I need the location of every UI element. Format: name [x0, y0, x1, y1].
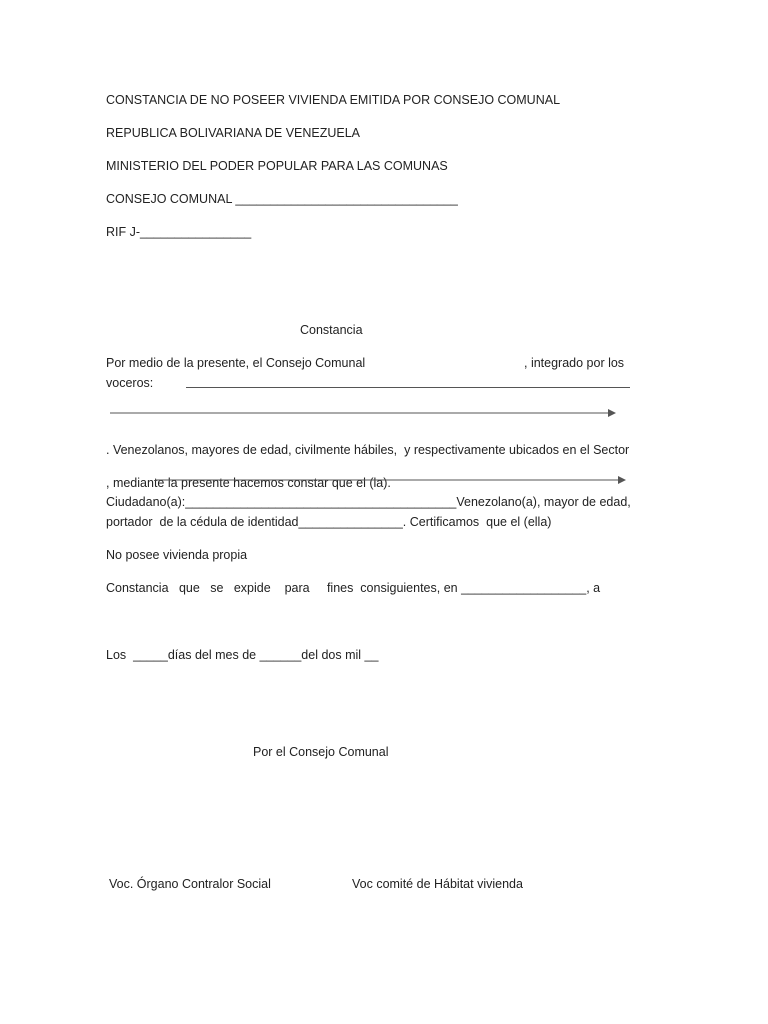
rif-line: RIF J-________________ [106, 225, 252, 239]
intro-text-right: , integrado por los [524, 356, 625, 370]
venezolanos-line: . Venezolanos, mayores de edad, civilmente hábiles, y respectivamente ubicados en el Sector [106, 443, 630, 457]
republic-line: REPUBLICA BOLIVARIANA DE VENEZUELA [106, 126, 361, 140]
document-title: CONSTANCIA DE NO POSEER VIVIENDA EMITIDA POR CONSEJO COMUNAL [106, 93, 561, 107]
constancia-heading: Constancia [300, 323, 363, 337]
voceros-label: voceros: [106, 376, 154, 390]
no-posee-line: No posee vivienda propia [106, 548, 248, 562]
arrow-line-2 [155, 474, 635, 486]
council-line: CONSEJO COMUNAL ________________________________ [106, 192, 458, 206]
ciudadano-line: Ciudadano(a):_______________________________________Venezolano(a), mayor de edad, [106, 495, 631, 509]
council-signature-label: Por el Consejo Comunal [253, 745, 389, 759]
date-line: Los _____días del mes de ______del dos mil __ [106, 648, 379, 662]
mediante-line: , mediante la presente hacemos constar que el (la). [106, 476, 391, 490]
portador-line: portador de la cédula de identidad_______________. Certificamos que el (ella) [106, 515, 552, 529]
signature-right: Voc comité de Hábitat vivienda [352, 877, 523, 891]
ministry-line: MINISTERIO DEL PODER POPULAR PARA LAS COMUNAS [106, 159, 448, 173]
arrow-line-1 [110, 407, 620, 419]
constancia-expide-line: Constancia que se expide para fines consiguientes, en __________________, a [106, 581, 601, 595]
intro-text: Por medio de la presente, el Consejo Comunal [106, 356, 366, 370]
signature-left: Voc. Órgano Contralor Social [109, 877, 271, 891]
voceros-blank-line [186, 387, 630, 388]
